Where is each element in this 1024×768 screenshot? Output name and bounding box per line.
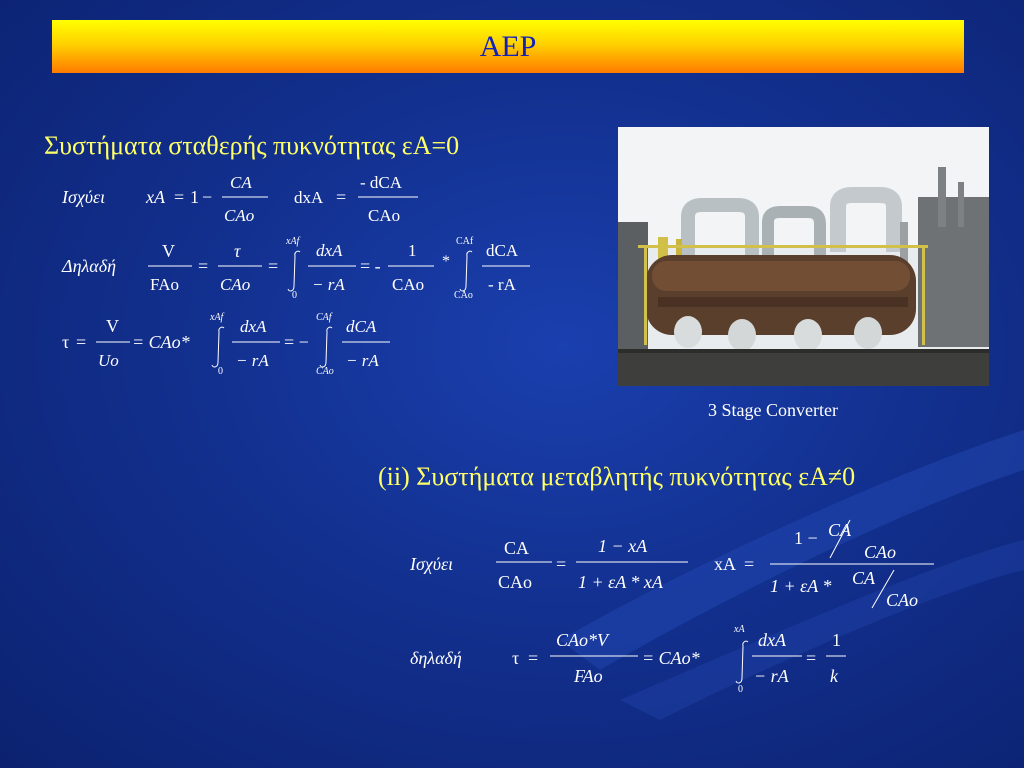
- tau-symbol: τ: [62, 332, 70, 352]
- frac-den: CAo: [220, 275, 251, 294]
- converter-photo: [618, 127, 989, 386]
- integral-upper-limit: xAf: [286, 236, 300, 247]
- integral-sign: [212, 327, 224, 367]
- frac-num: 1 − xA: [598, 536, 648, 556]
- cao-star: = CAo*: [642, 648, 700, 668]
- integral-lower-limit: CAo: [316, 366, 334, 377]
- nested-frac-den: CAo: [864, 542, 897, 562]
- frac-den: CAo: [368, 206, 401, 225]
- nested-frac-num: CA: [828, 520, 852, 540]
- xa-symbol: xA: [146, 187, 165, 207]
- equals-sign: =: [806, 648, 817, 668]
- minus-sign: −: [202, 187, 213, 207]
- equals-minus: = −: [284, 332, 309, 352]
- frac-den: k: [830, 666, 838, 686]
- frac-den: − rA: [312, 275, 345, 294]
- frac-num: 1: [408, 241, 417, 260]
- integral-lower-limit: 0: [292, 290, 297, 301]
- frac-num: dxA: [240, 317, 267, 336]
- frac-num: V: [162, 241, 175, 261]
- frac-den: − rA: [754, 666, 789, 686]
- frac-den: CAo: [498, 572, 533, 592]
- equals-sign: =: [528, 648, 539, 668]
- integral-upper-limit: CAf: [456, 236, 474, 247]
- lead-text: Δηλαδή: [62, 256, 117, 276]
- equals-sign: =: [336, 187, 347, 207]
- one-number: 1: [190, 187, 199, 207]
- frac-num: dCA: [486, 241, 519, 260]
- frac-num: CA: [504, 538, 530, 558]
- section1-heading: Συστήματα σταθερής πυκνότητας εA=0: [44, 131, 460, 160]
- photo-caption: 3 Stage Converter: [708, 400, 838, 420]
- slide-title: AEP: [479, 29, 537, 63]
- nested-frac-den: CAo: [886, 590, 919, 610]
- frac-num: dxA: [316, 241, 343, 260]
- integral-lower-limit: 0: [218, 366, 223, 377]
- integral-sign: [460, 251, 472, 291]
- section2-heading: (ii) Συστήματα μεταβλητής πυκνότητας εA≠0: [378, 462, 856, 491]
- lead-text: δηλαδή: [410, 648, 462, 668]
- frac-den: FAo: [574, 666, 603, 686]
- xa-symbol: xA: [714, 554, 736, 574]
- equation-variable-density-tau: [410, 620, 870, 705]
- frac-num: dxA: [758, 630, 786, 650]
- frac-den: FAo: [150, 275, 179, 294]
- frac-den: CAo: [392, 275, 425, 294]
- equals-minus: = -: [360, 256, 381, 276]
- lead-text: Iσχύει: [62, 187, 106, 207]
- equals-sign: =: [174, 187, 185, 207]
- equation-variable-density-conversion: [410, 518, 950, 623]
- tau-symbol: τ: [512, 648, 520, 668]
- multiply-star: *: [442, 253, 450, 270]
- frac-num: dCA: [346, 317, 377, 336]
- frac-num: CAo*V: [556, 630, 608, 650]
- title-bar: [52, 20, 964, 73]
- integral-sign: [736, 641, 748, 683]
- integral-sign: [288, 251, 300, 291]
- frac-den: − rA: [236, 351, 269, 370]
- equation-tau-integral: [62, 310, 422, 387]
- equals-sign: =: [556, 554, 567, 574]
- frac-den: CAo: [224, 206, 255, 225]
- integral-lower-limit: CAo: [454, 290, 473, 301]
- frac-num: 1: [832, 630, 841, 650]
- equation-conversion-constant: [62, 170, 422, 235]
- nested-frac-num: CA: [852, 568, 876, 588]
- equals-sign: =: [76, 332, 87, 352]
- integral-upper-limit: xAf: [210, 312, 224, 323]
- frac-den: - rA: [488, 275, 516, 294]
- frac-num: - dCA: [360, 173, 403, 192]
- frac-den: − rA: [346, 351, 379, 370]
- lead-text: Iσχύει: [410, 554, 454, 574]
- frac-den-lead: 1 + εA *: [770, 576, 832, 596]
- equals-sign: =: [744, 554, 755, 574]
- integral-lower-limit: 0: [738, 684, 743, 695]
- frac-den: 1 + εA * xA: [578, 572, 663, 592]
- frac-den: Uo: [98, 351, 119, 370]
- cao-star: = CAo*: [132, 332, 190, 352]
- frac-num: τ: [234, 241, 241, 261]
- integral-upper-limit: CAf: [316, 312, 332, 323]
- dxa-symbol: dxA: [294, 188, 324, 207]
- equation-space-time-ratio: [62, 234, 542, 311]
- one-minus: 1 −: [794, 528, 818, 548]
- frac-num: V: [106, 316, 119, 336]
- equals-sign: =: [268, 256, 279, 276]
- frac-num: CA: [230, 173, 252, 192]
- equals-sign: =: [198, 256, 209, 276]
- integral-sign: [320, 327, 332, 367]
- integral-upper-limit: xA: [734, 624, 745, 635]
